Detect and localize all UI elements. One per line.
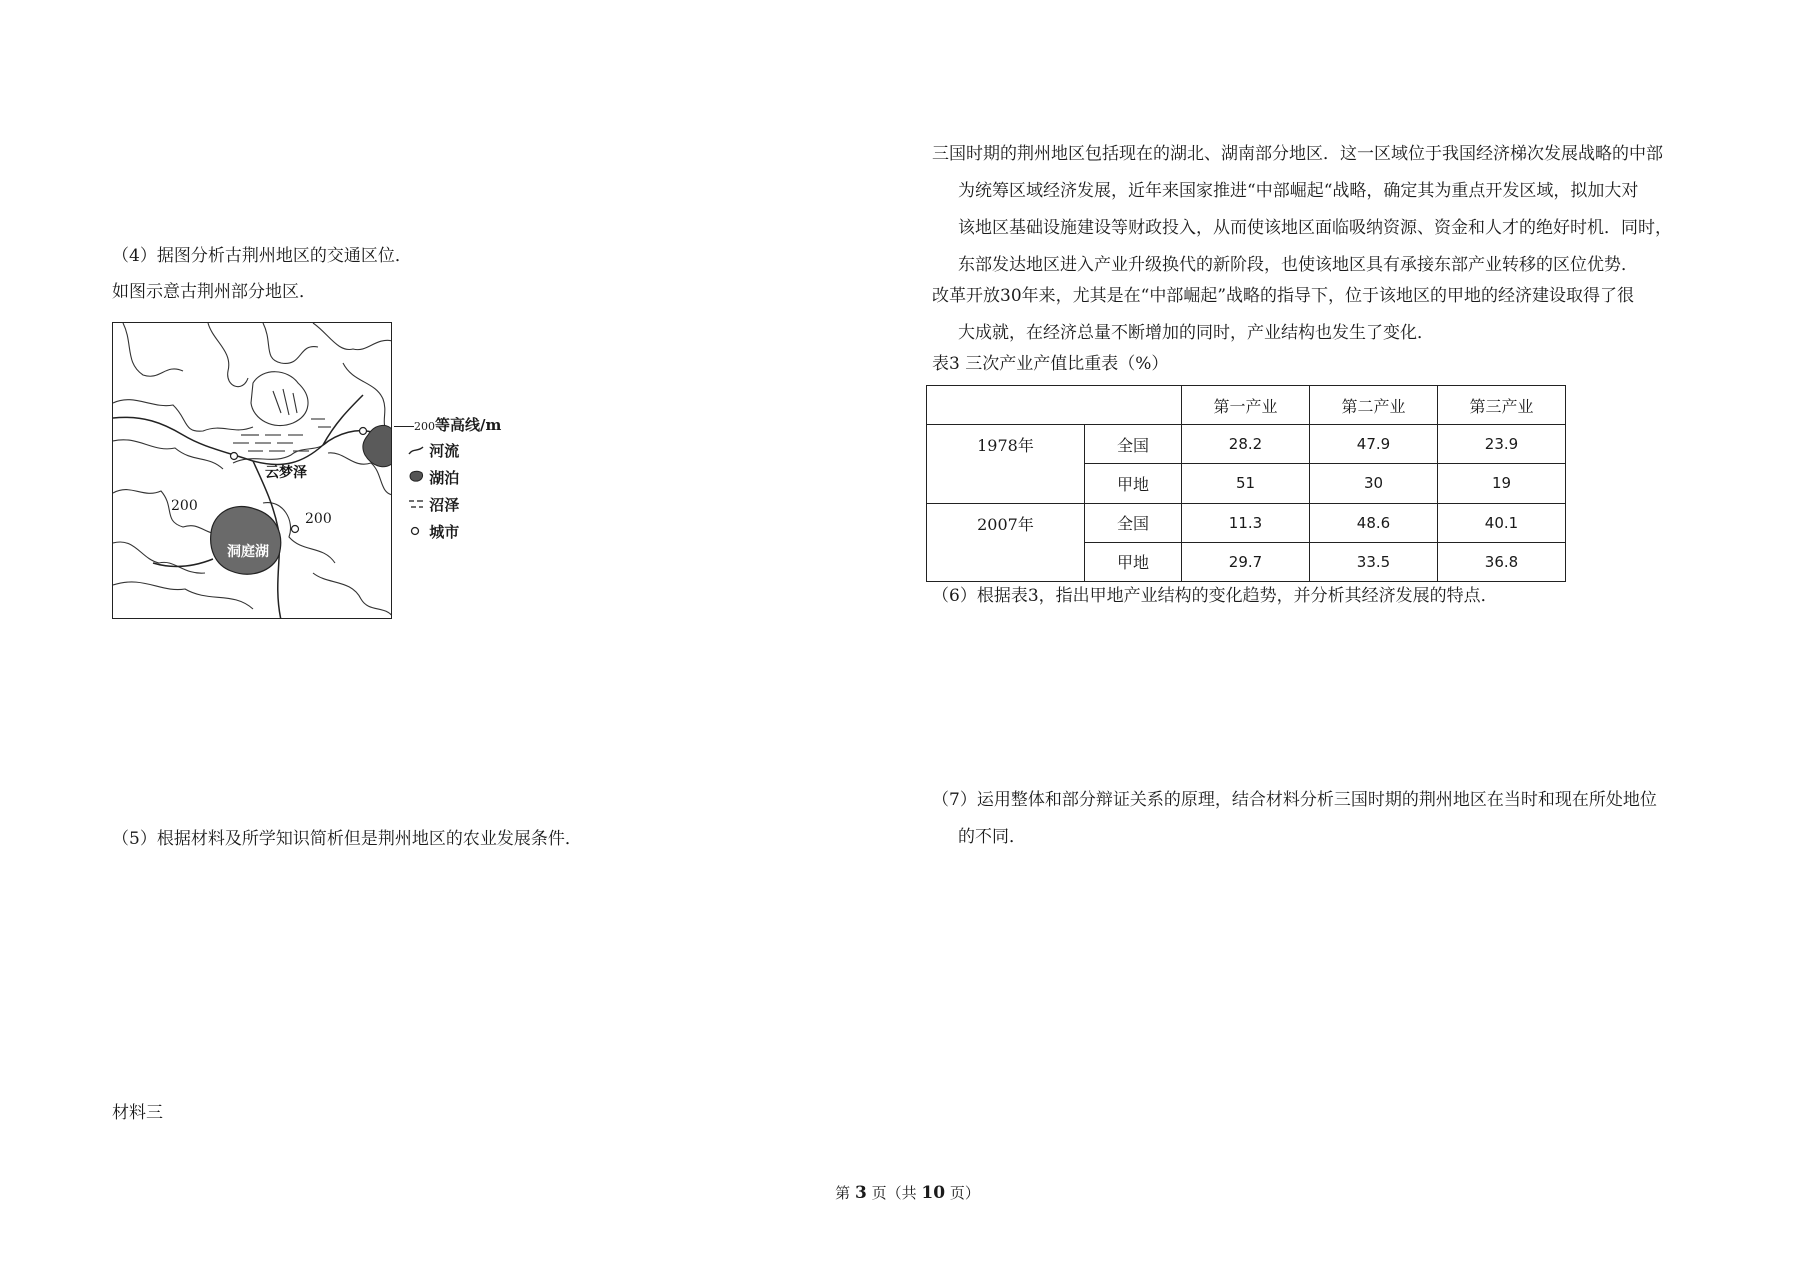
table-row — [927, 503, 1566, 542]
table-header-cell — [927, 386, 1182, 425]
table-region-cell: 全国 — [1085, 503, 1182, 542]
paragraph-line: 该地区基础设施建设等财政投入，从而使该地区面临吸纳资源、资金和人才的绝好时机．同时， — [958, 218, 1672, 238]
table-header-cell: 第二产业 — [1310, 386, 1438, 425]
material-paragraph-1 — [932, 136, 1762, 284]
legend-item-lake — [408, 467, 459, 488]
map-contour-label-200: 200 — [171, 498, 198, 514]
table-value-cell: 36.8 — [1438, 542, 1566, 581]
page-footer — [0, 1182, 1815, 1203]
question-7 — [932, 782, 1762, 856]
table-value-cell: 51 — [1182, 464, 1310, 503]
table-header-row — [927, 386, 1566, 425]
legend-item-river — [408, 440, 459, 461]
table-year-cell: 2007年 — [927, 503, 1085, 581]
material-paragraph-2 — [932, 278, 1762, 352]
contour-line-icon — [394, 426, 414, 427]
table-value-cell: 23.9 — [1438, 425, 1566, 464]
paragraph-line: 三国时期的荆州地区包括现在的湖北、湖南部分地区．这一区域位于我国经济梯次发展战略的中部 — [932, 144, 1663, 164]
table-region-cell: 甲地 — [1085, 464, 1182, 503]
contour-prefix: 200 — [414, 420, 435, 433]
map-label-yunmengze: 云梦泽 — [265, 465, 307, 481]
table-header-cell: 第三产业 — [1438, 386, 1566, 425]
river-icon — [408, 446, 424, 456]
city-icon — [408, 525, 424, 537]
paragraph-line: 改革开放30年来，尤其是在“中部崛起”战略的指导下，位于该地区的甲地的经济建设取得了很 — [932, 286, 1635, 306]
question-4: （4）据图分析古荆州地区的交通区位． — [112, 246, 412, 266]
industry-share-table — [926, 385, 1566, 582]
question-5: （5）根据材料及所学知识简析但是荆州地区的农业发展条件． — [112, 829, 582, 849]
table-row — [927, 425, 1566, 464]
table-region-cell: 甲地 — [1085, 542, 1182, 581]
table-year-cell: 1978年 — [927, 425, 1085, 503]
legend-label: 沼泽 — [429, 496, 460, 514]
lake-icon — [408, 469, 424, 483]
legend-label: 城市 — [429, 523, 460, 541]
table-value-cell: 48.6 — [1310, 503, 1438, 542]
footer-prefix: 第 — [835, 1184, 851, 1202]
table-value-cell: 11.3 — [1182, 503, 1310, 542]
legend-label: 湖泊 — [429, 469, 460, 487]
table-region-cell: 全国 — [1085, 425, 1182, 464]
map-caption: 如图示意古荆州部分地区． — [112, 282, 316, 302]
map-contour-label-200: 200 — [305, 511, 332, 527]
table-value-cell: 40.1 — [1438, 503, 1566, 542]
footer-middle: 页（共 — [871, 1184, 917, 1202]
paragraph-line: 为统筹区域经济发展，近年来国家推进“中部崛起“战略，确定其为重点开发区域，拟加大对 — [958, 181, 1639, 201]
table-value-cell: 19 — [1438, 464, 1566, 503]
table-header-cell: 第一产业 — [1182, 386, 1310, 425]
map-drawing — [113, 323, 392, 619]
paragraph-line: 东部发达地区进入产业升级换代的新阶段，也使该地区具有承接东部产业转移的区位优势． — [958, 255, 1638, 275]
marsh-icon — [408, 498, 424, 510]
page-number: 3 — [854, 1183, 867, 1203]
legend-item-contour — [394, 414, 501, 435]
footer-suffix: 页） — [949, 1184, 980, 1202]
map-label-dongtinghu: 洞庭湖 — [227, 544, 269, 560]
legend-label: 河流 — [429, 442, 460, 460]
paragraph-line: 大成就，在经济总量不断增加的同时，产业结构也发生了变化． — [958, 323, 1434, 343]
jingzhou-map — [112, 322, 392, 619]
legend-item-city — [408, 521, 459, 542]
table-value-cell: 29.7 — [1182, 542, 1310, 581]
page-total: 10 — [921, 1183, 946, 1203]
table-value-cell: 33.5 — [1310, 542, 1438, 581]
material-3-heading: 材料三 — [112, 1103, 163, 1123]
question-line: （7）运用整体和部分辩证关系的原理，结合材料分析三国时期的荆州地区在当时和现在所处地位 — [932, 790, 1657, 810]
question-6: （6）根据表3，指出甲地产业结构的变化趋势，并分析其经济发展的特点． — [932, 586, 1498, 606]
legend-item-marsh — [408, 494, 459, 515]
table-value-cell: 30 — [1310, 464, 1438, 503]
table-caption: 表3 三次产业产值比重表（%） — [932, 354, 1169, 374]
question-line: 的不同． — [958, 827, 1026, 847]
table-value-cell: 28.2 — [1182, 425, 1310, 464]
legend-label: 等高线/m — [435, 416, 502, 434]
table-value-cell: 47.9 — [1310, 425, 1438, 464]
